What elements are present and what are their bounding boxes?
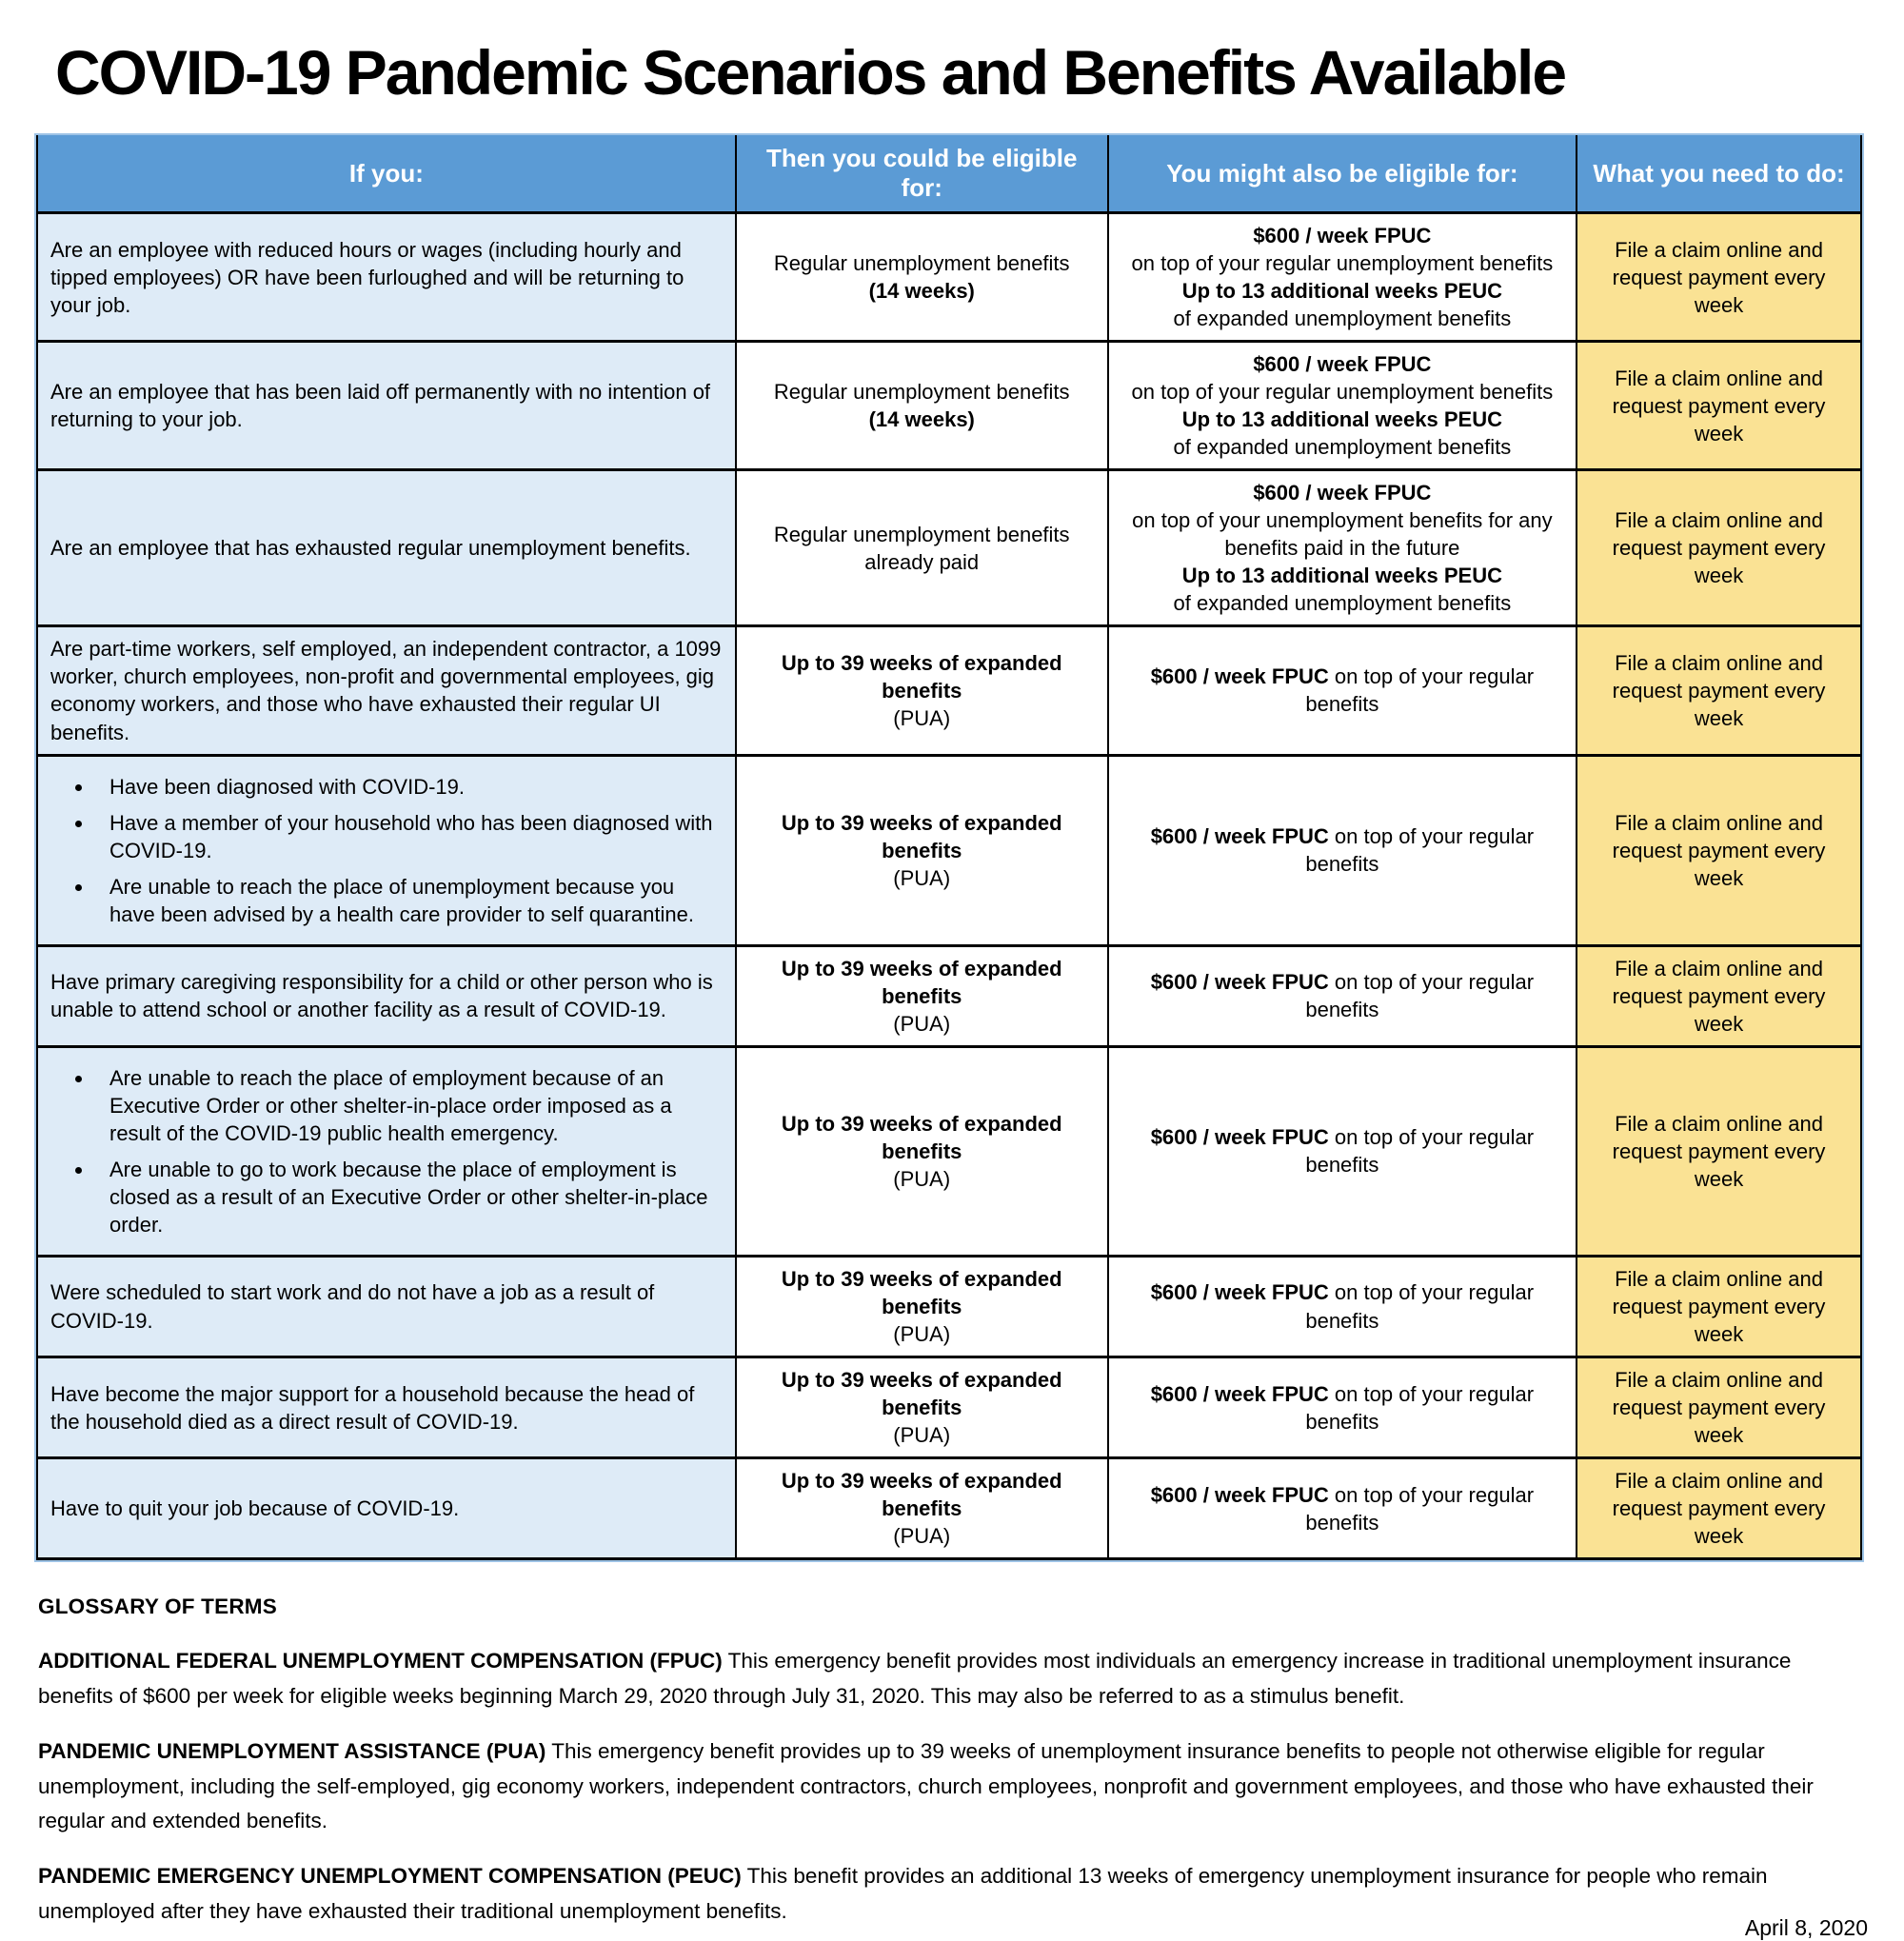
text-segment: (PUA) [893, 705, 951, 730]
header-row [37, 135, 1861, 213]
scenario-bullet: • Have been diagnosed with COVID-19. [94, 773, 723, 801]
scenario-bullet: • Are unable to reach the place of employment because of an Executive Order or other shelter-in-place order imposed as a result of the COVID-19 public health emergency. [94, 1064, 723, 1147]
text-segment: on top of your regular benefits [1305, 664, 1535, 717]
text-segment: on top of your regular unemployment benefits [1131, 380, 1554, 405]
cell-what-to-do: File a claim online and request payment every week [1577, 470, 1861, 626]
table-row [37, 213, 1861, 342]
text-segment: on top of your regular benefits [1305, 824, 1535, 877]
cell-what-to-do: File a claim online and request payment every week [1577, 1458, 1861, 1559]
cell-if-you: Were scheduled to start work and do not have a job as a result of COVID-19. [37, 1256, 736, 1357]
cell-eligible-for [736, 342, 1108, 470]
text-segment: $600 / week FPUC [1150, 1381, 1329, 1406]
cell-if-you: Have to quit your job because of COVID-19. [37, 1458, 736, 1559]
text-segment: of expanded unemployment benefits [1173, 435, 1512, 460]
cell-what-to-do: File a claim online and request payment every week [1577, 626, 1861, 755]
document-date: April 8, 2020 [1744, 1915, 1868, 1941]
column-header-what-to-do: What you need to do: [1577, 135, 1861, 213]
text-segment: (14 weeks) [868, 407, 975, 432]
cell-eligible-for [736, 1458, 1108, 1559]
text-segment: on top of your regular unemployment benefits [1131, 251, 1554, 276]
cell-if-you [37, 755, 736, 945]
cell-if-you: Have primary caregiving responsibility for a child or other person who is unable to attend school or another facility as a result of COVID-19. [37, 945, 736, 1046]
scenarios-table-wrapper [34, 133, 1864, 1562]
table-row [37, 945, 1861, 1046]
glossary-definition-peuc: This benefit provides an additional 13 weeks of emergency unemployment insurance for people who remain unemployed after they have exhausted their traditional unemployment benefits. [38, 1864, 1768, 1923]
cell-eligible-for [736, 945, 1108, 1046]
scenarios-table-body [37, 213, 1861, 1559]
cell-what-to-do: File a claim online and request payment every week [1577, 1046, 1861, 1256]
cell-also-eligible-for [1108, 1458, 1577, 1559]
cell-if-you: Are an employee that has been laid off permanently with no intention of returning to your job. [37, 342, 736, 470]
glossary-definition-pua: This emergency benefit provides up to 39 weeks of unemployment insurance benefits to people not otherwise eligible for regular unemployment, including the self-employed, gig economy workers, independent contractors, church employees, nonprofit and government employees, and those who have exhausted their regular and extended benefits. [38, 1739, 1814, 1832]
text-segment: $600 / week FPUC [1150, 1280, 1329, 1305]
text-segment: $600 / week FPUC [1150, 824, 1329, 849]
glossary-heading: GLOSSARY OF TERMS [38, 1594, 277, 1619]
table-row [37, 1046, 1861, 1256]
table-row [37, 470, 1861, 626]
column-header-eligible-for: Then you could be eligible for: [736, 135, 1108, 213]
scenario-bullet-list [50, 1064, 723, 1238]
cell-if-you: Are an employee that has exhausted regular unemployment benefits. [37, 470, 736, 626]
cell-if-you: Have become the major support for a household because the head of the household died as a direct result of COVID-19. [37, 1357, 736, 1458]
cell-also-eligible-for [1108, 470, 1577, 626]
text-segment: (PUA) [893, 1166, 951, 1191]
cell-also-eligible-for [1108, 342, 1577, 470]
text-segment: Up to 39 weeks of expanded benefits [781, 1469, 1062, 1521]
table-row [37, 755, 1861, 945]
text-segment: Up to 39 weeks of expanded benefits [781, 1266, 1062, 1318]
table-row [37, 626, 1861, 755]
text-segment: $600 / week FPUC [1253, 481, 1432, 505]
text-segment: (PUA) [893, 865, 951, 890]
text-segment: $600 / week FPUC [1253, 352, 1432, 377]
text-segment: on top of your regular benefits [1305, 970, 1535, 1022]
glossary-entry-fpuc [38, 1644, 1872, 1713]
glossary-term-fpuc: ADDITIONAL FEDERAL UNEMPLOYMENT COMPENSATION (FPUC) [38, 1649, 723, 1674]
table-row [37, 1357, 1861, 1458]
cell-also-eligible-for [1108, 213, 1577, 342]
text-segment: Regular unemployment benefits already paid [773, 522, 1070, 574]
text-segment: Up to 39 weeks of expanded benefits [781, 650, 1062, 703]
cell-eligible-for [736, 755, 1108, 945]
text-segment: of expanded unemployment benefits [1173, 307, 1512, 331]
scenario-bullet: • Are unable to go to work because the place of employment is closed as a result of an Executive Order or other shelter-in-place order. [94, 1156, 723, 1238]
text-segment: (PUA) [893, 1524, 951, 1549]
text-segment: (14 weeks) [868, 279, 975, 304]
text-segment: (PUA) [893, 1423, 951, 1448]
cell-what-to-do: File a claim online and request payment every week [1577, 755, 1861, 945]
cell-eligible-for [736, 1046, 1108, 1256]
text-segment: of expanded unemployment benefits [1173, 591, 1512, 616]
cell-eligible-for [736, 626, 1108, 755]
text-segment: on top of your unemployment benefits for any benefits paid in the future [1132, 508, 1553, 561]
cell-also-eligible-for [1108, 626, 1577, 755]
text-segment: $600 / week FPUC [1150, 970, 1329, 995]
text-segment: (PUA) [893, 1322, 951, 1347]
text-segment: $600 / week FPUC [1150, 664, 1329, 689]
text-segment: $600 / week FPUC [1253, 224, 1432, 248]
cell-what-to-do: File a claim online and request payment every week [1577, 945, 1861, 1046]
text-segment: Up to 39 weeks of expanded benefits [781, 956, 1062, 1008]
table-row [37, 1256, 1861, 1357]
scenario-bullet: • Are unable to reach the place of unemployment because you have been advised by a health care provider to self quarantine. [94, 873, 723, 928]
cell-also-eligible-for [1108, 1357, 1577, 1458]
text-segment: Up to 39 weeks of expanded benefits [781, 1368, 1062, 1420]
text-segment: Up to 39 weeks of expanded benefits [781, 1111, 1062, 1163]
cell-if-you: Are part-time workers, self employed, an independent contractor, a 1099 worker, church employees, non-profit and governmental employees, gig economy workers, and those who have exhausted their regular UI benefits. [37, 626, 736, 755]
cell-if-you [37, 1046, 736, 1256]
scenario-bullet-list [50, 773, 723, 928]
cell-eligible-for [736, 1256, 1108, 1357]
cell-also-eligible-for [1108, 1046, 1577, 1256]
glossary-section [38, 1594, 1872, 1929]
text-segment: (PUA) [893, 1011, 951, 1036]
text-segment: Up to 39 weeks of expanded benefits [781, 810, 1062, 862]
cell-eligible-for [736, 213, 1108, 342]
text-segment: Up to 13 additional weeks PEUC [1181, 564, 1502, 588]
glossary-term-peuc: PANDEMIC EMERGENCY UNEMPLOYMENT COMPENSATION (PEUC) [38, 1864, 742, 1889]
glossary-term-pua: PANDEMIC UNEMPLOYMENT ASSISTANCE (PUA) [38, 1739, 546, 1764]
text-segment: $600 / week FPUC [1150, 1482, 1329, 1507]
glossary-entry-pua [38, 1734, 1872, 1838]
cell-eligible-for [736, 1357, 1108, 1458]
cell-also-eligible-for [1108, 1256, 1577, 1357]
cell-what-to-do: File a claim online and request payment every week [1577, 1256, 1861, 1357]
cell-what-to-do: File a claim online and request payment every week [1577, 1357, 1861, 1458]
scenario-bullet: • Have a member of your household who has been diagnosed with COVID-19. [94, 809, 723, 864]
scenarios-table [36, 135, 1862, 1560]
text-segment: on top of your regular benefits [1305, 1482, 1535, 1535]
text-segment: on top of your regular benefits [1305, 1125, 1535, 1178]
text-segment: Regular unemployment benefits [773, 251, 1070, 276]
table-row [37, 342, 1861, 470]
cell-if-you: Are an employee with reduced hours or wages (including hourly and tipped employees) OR have been furloughed and will be returning to your job. [37, 213, 736, 342]
cell-also-eligible-for [1108, 945, 1577, 1046]
text-segment: Regular unemployment benefits [773, 380, 1070, 405]
column-header-also-eligible: You might also be eligible for: [1108, 135, 1577, 213]
text-segment: Up to 13 additional weeks PEUC [1181, 407, 1502, 432]
glossary-definition-fpuc: This emergency benefit provides most individuals an emergency increase in traditional unemployment insurance benefits of $600 per week for eligible weeks beginning March 29, 2020 through July 31, 2020. This may also be referred to as a stimulus benefit. [38, 1649, 1792, 1708]
text-segment: Up to 13 additional weeks PEUC [1181, 279, 1502, 304]
cell-eligible-for [736, 470, 1108, 626]
cell-what-to-do: File a claim online and request payment every week [1577, 342, 1861, 470]
text-segment: on top of your regular benefits [1305, 1381, 1535, 1434]
text-segment: on top of your regular benefits [1305, 1280, 1535, 1333]
cell-also-eligible-for [1108, 755, 1577, 945]
column-header-if-you: If you: [37, 135, 736, 213]
cell-what-to-do: File a claim online and request payment every week [1577, 213, 1861, 342]
text-segment: $600 / week FPUC [1150, 1125, 1329, 1150]
table-row [37, 1458, 1861, 1559]
page-title: COVID-19 Pandemic Scenarios and Benefits Available [55, 37, 1566, 108]
